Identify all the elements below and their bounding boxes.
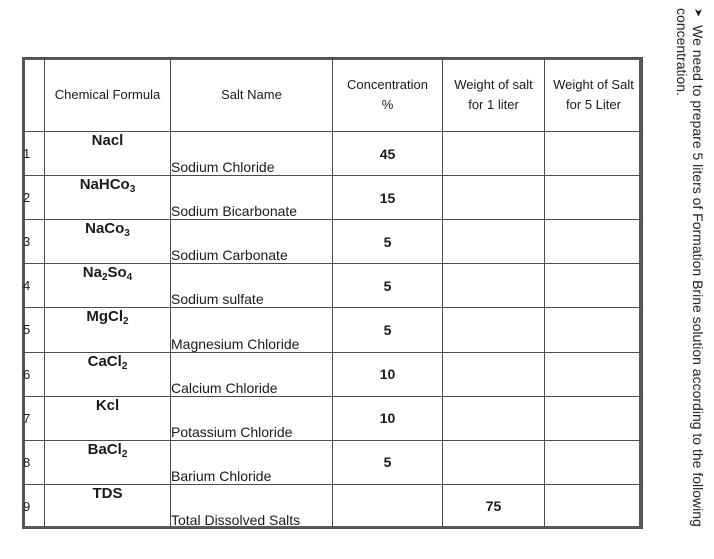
formula-text: CaCl (87, 352, 122, 370)
formula-text: Na (82, 264, 102, 282)
table-row (23, 308, 643, 352)
header-salt-name: Salt Name (171, 58, 333, 132)
concentration-cell: 5 (333, 264, 443, 308)
formula-subscript: 2 (121, 360, 128, 372)
chemical-formula-cell (45, 484, 171, 528)
table-row (23, 440, 643, 484)
concentration-cell (333, 484, 443, 528)
concentration-cell: 5 (333, 220, 443, 264)
table-row (23, 132, 643, 176)
header-weight-1-liter (443, 58, 545, 132)
weight-1-liter-cell (443, 132, 545, 176)
weight-1-liter-cell (443, 220, 545, 264)
salt-name-cell: Calcium Chloride (171, 352, 333, 396)
formula-subscript: 2 (123, 316, 129, 328)
weight-5-liter-cell (545, 484, 643, 528)
weight-5-liter-cell (545, 396, 643, 440)
salt-name-cell: Barium Chloride (171, 440, 333, 484)
row-index-cell: 6 (23, 352, 45, 396)
row-index-cell: 3 (23, 220, 45, 264)
chemical-formula-cell (45, 220, 171, 264)
header-weight-5-liter-line1: Weight of Salt (553, 76, 634, 92)
weight-5-liter-cell (545, 176, 643, 220)
table-row (23, 264, 643, 308)
weight-5-liter-cell (545, 132, 643, 176)
formula-text: NaHCo (79, 176, 130, 194)
chemical-formula-cell (45, 132, 171, 176)
chemical-formula-cell (45, 396, 171, 440)
brine-composition-table (22, 57, 643, 529)
row-index-cell: 9 (23, 484, 45, 528)
concentration-cell: 15 (333, 176, 443, 220)
header-weight-1-liter-line2: for 1 liter (468, 96, 519, 112)
salt-name-cell: Potassium Chloride (171, 396, 333, 440)
weight-1-liter-cell (443, 308, 545, 352)
table-row (23, 484, 643, 528)
table-header-row (23, 58, 643, 132)
formula-subscript: 3 (124, 228, 130, 240)
salt-name-cell: Total Dissolved Salts (171, 484, 333, 528)
row-index-cell: 7 (23, 396, 45, 440)
chemical-formula-cell (45, 352, 171, 396)
formula-subscript: 3 (129, 184, 136, 196)
header-weight-1-liter-line1: Weight of salt (454, 76, 533, 92)
table-row (23, 176, 643, 220)
formula-text: NaCo (85, 220, 125, 238)
header-concentration-line1: Concentration (347, 76, 428, 92)
concentration-cell: 10 (333, 396, 443, 440)
header-concentration-line2: % (381, 96, 394, 112)
concentration-cell: 5 (333, 440, 443, 484)
weight-1-liter-cell (443, 176, 545, 220)
weight-5-liter-cell (545, 352, 643, 396)
header-index (23, 58, 45, 132)
formula-subscript: 2 (101, 272, 108, 284)
salt-name-cell: Sodium Bicarbonate (171, 176, 333, 220)
arrow-bullet-icon: ➤ (692, 8, 704, 18)
weight-5-liter-cell (545, 264, 643, 308)
salt-name-cell: Sodium sulfate (171, 264, 333, 308)
header-concentration (333, 58, 443, 132)
row-index-cell: 1 (23, 132, 45, 176)
row-index-cell: 8 (23, 440, 45, 484)
weight-5-liter-cell (545, 308, 643, 352)
table-row (23, 396, 643, 440)
formula-text: So (107, 264, 127, 282)
header-weight-5-liter-line2: for 5 Liter (566, 96, 621, 112)
concentration-cell: 10 (333, 352, 443, 396)
instruction-note (666, 8, 706, 548)
instruction-text: We need to prepare 5 liters of Formation Brine solution according to the following concentration. (674, 8, 706, 527)
formula-text: Nacl (91, 132, 124, 149)
header-chemical-formula: Chemical Formula (45, 58, 171, 132)
weight-1-liter-cell: 75 (443, 484, 545, 528)
formula-text: Kcl (95, 396, 120, 414)
weight-1-liter-cell (443, 440, 545, 484)
chemical-formula-cell (45, 308, 171, 352)
table-body (23, 132, 643, 529)
formula-text: MgCl (86, 308, 124, 326)
weight-1-liter-cell (443, 396, 545, 440)
chemical-formula-cell (45, 176, 171, 220)
row-index-cell: 5 (23, 308, 45, 352)
weight-5-liter-cell (545, 220, 643, 264)
row-index-cell: 4 (23, 264, 45, 308)
chemical-formula-cell (45, 440, 171, 484)
formula-text: TDS (92, 484, 123, 502)
salt-name-cell: Sodium Chloride (171, 132, 333, 176)
weight-1-liter-cell (443, 264, 545, 308)
weight-1-liter-cell (443, 352, 545, 396)
formula-subscript: 2 (121, 448, 128, 460)
weight-5-liter-cell (545, 440, 643, 484)
chemical-formula-cell (45, 264, 171, 308)
concentration-cell: 5 (333, 308, 443, 352)
salt-name-cell: Sodium Carbonate (171, 220, 333, 264)
row-index-cell: 2 (23, 176, 45, 220)
formula-text: BaCl (87, 440, 122, 458)
table-row (23, 352, 643, 396)
header-weight-5-liter (545, 58, 643, 132)
concentration-cell: 45 (333, 132, 443, 176)
formula-subscript: 4 (126, 272, 133, 284)
table-row (23, 220, 643, 264)
salt-name-cell: Magnesium Chloride (171, 308, 333, 352)
